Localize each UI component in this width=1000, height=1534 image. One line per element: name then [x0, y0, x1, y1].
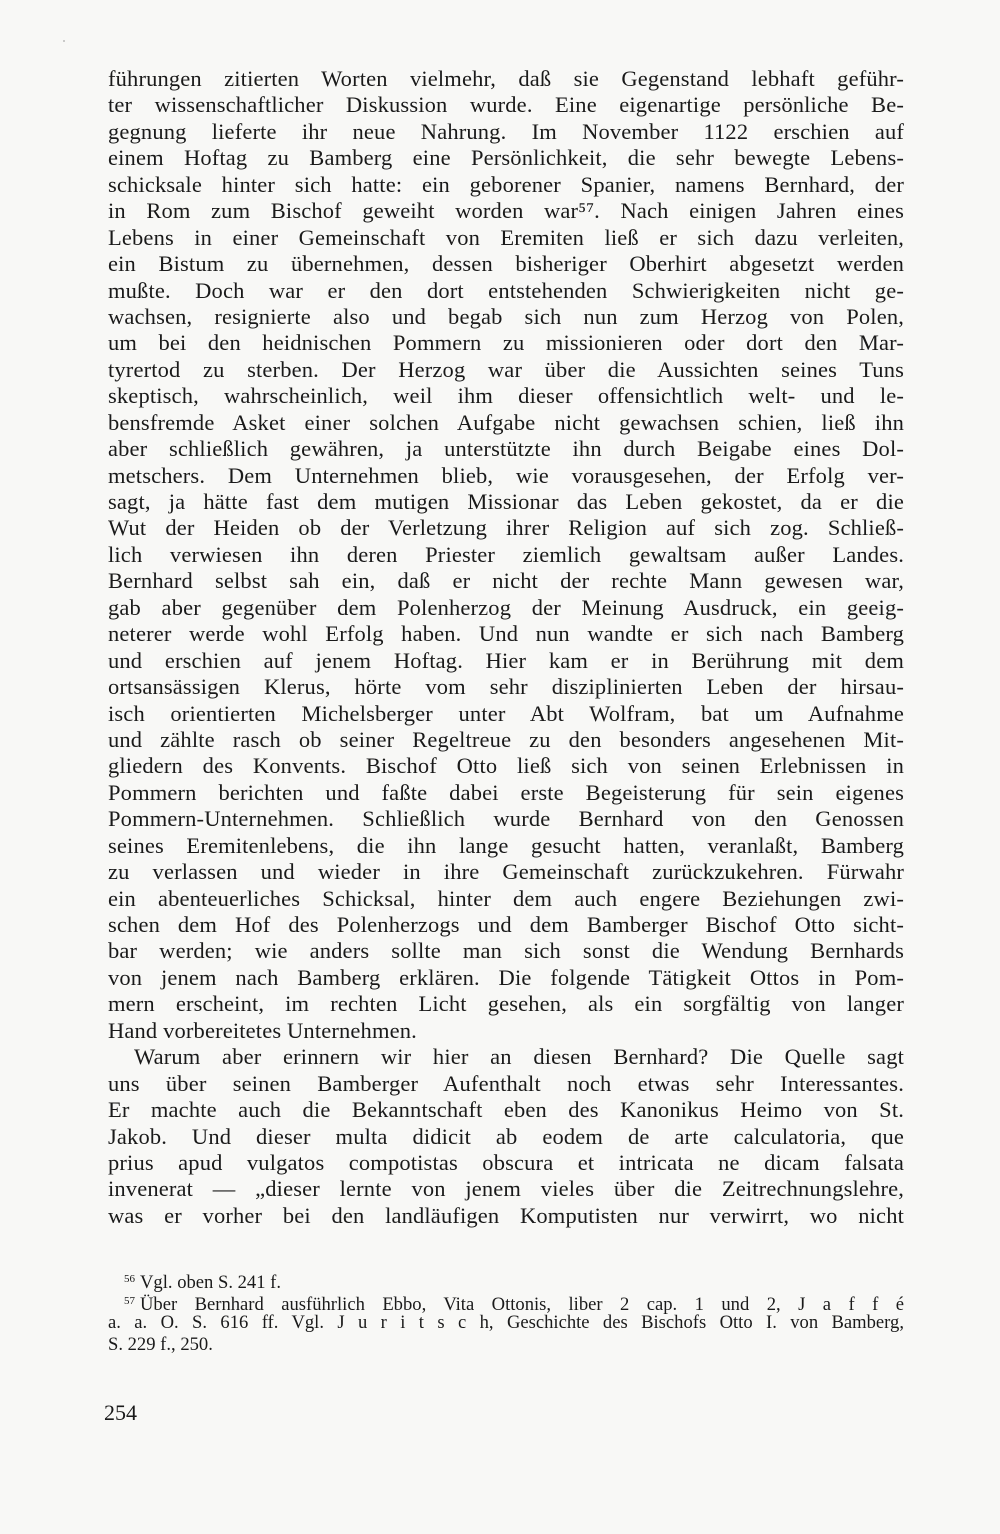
text-line: in Rom zum Bischof geweiht worden war⁵⁷. Nach einigen Jahren eines: [108, 198, 904, 224]
text-line: uns über seinen Bamberger Aufenthalt noch etwas sehr Interessantes.: [108, 1070, 904, 1096]
text-line: um bei den heidnischen Pommern zu missionieren oder dort den Mar-: [108, 330, 904, 356]
latin-quote-line: prius apud vulgatos compotistas obscura et intricata ne dicam falsata: [108, 1149, 904, 1175]
text-line: Bernhard selbst sah ein, daß er nicht der rechte Mann gewesen war,: [108, 568, 904, 594]
text-line: Lebens in einer Gemeinschaft von Eremiten ließ er sich dazu verleiten,: [108, 224, 904, 250]
text-line: ortsansässigen Klerus, hörte vom sehr disziplinierten Leben der hirsau-: [108, 674, 904, 700]
text-line: skeptisch, wahrscheinlich, weil ihm dieser offensichtlich welt- und le-: [108, 383, 904, 409]
footnote-number: 56: [124, 1273, 135, 1285]
text-line: ein abenteuerliches Schicksal, hinter dem auch engere Beziehungen zwi-: [108, 885, 904, 911]
text-line: lich verwiesen ihn deren Priester ziemlich gewaltsam außer Landes.: [108, 541, 904, 567]
text-line: bar werden; wie anders sollte man sich sonst die Wendung Bernhards: [108, 938, 904, 964]
text-line: tyrertod zu sterben. Der Herzog war über die Aussichten seines Tuns: [108, 356, 904, 382]
text-line: isch orientierten Michelsberger unter Abt Wolfram, bat um Aufnahme: [108, 700, 904, 726]
footnote-57: [108, 1291, 904, 1313]
text-line: ter wissenschaftlicher Diskussion wurde. Eine eigenartige persönliche Be-: [108, 92, 904, 118]
text-line: aber schließlich gewähren, ja unterstützte ihn durch Beigabe eines Dol-: [108, 436, 904, 462]
text-line-with-latin: invenerat — „dieser lernte von jenem vieles über die Zeitrechnungslehre,: [108, 1176, 904, 1202]
text-line: zu verlassen und wieder in ihre Gemeinschaft zurückzukehren. Fürwahr: [108, 859, 904, 885]
text-line-with-latin: Jakob. Und dieser multa didicit ab eodem de arte calculatoria, que: [108, 1123, 904, 1149]
text-line: führungen zitierten Worten vielmehr, daß sie Gegenstand lebhaft geführ-: [108, 66, 904, 91]
text-line: von jenem nach Bamberg erklären. Die folgende Tätigkeit Ottos in Pom-: [108, 964, 904, 990]
text-line: schicksale hinter sich hatte: ein geborener Spanier, namens Bernhard, der: [108, 171, 904, 197]
text-line: mern erscheint, im rechten Licht gesehen, als ein sorgfältig von langer: [108, 991, 904, 1017]
text-line: Er machte auch die Bekanntschaft eben des Kanonikus Heimo von St.: [108, 1097, 904, 1123]
footnote-56: [108, 1269, 904, 1291]
text-line: gab aber gegenüber dem Polenherzog der Meinung Ausdruck, ein geeig-: [108, 594, 904, 620]
body-text: [108, 66, 904, 1229]
text-line: ein Bistum zu übernehmen, dessen bisheriger Oberhirt abgesetzt werden: [108, 251, 904, 277]
text-line: wachsen, resignierte also und begab sich nun zum Herzog von Polen,: [108, 303, 904, 329]
footnotes: [108, 1269, 904, 1355]
footnote-text-line: S. 229 f., 250.: [108, 1333, 213, 1355]
text-line: gliedern des Konvents. Bischof Otto ließ sich von seinen Erlebnissen in: [108, 753, 904, 779]
text-line: und zählte rasch ob seiner Regeltreue zu den besonders angesehenen Mit-: [108, 726, 904, 752]
footnote-number: 57: [124, 1294, 135, 1307]
paragraph-end-line: Hand vorbereitetes Unternehmen.: [108, 1017, 417, 1043]
footnote-text: Über Bernhard ausführlich Ebbo, Vita Ottonis, liber 2 cap. 1 und 2, J a f f é: [140, 1293, 904, 1315]
text-line: sagt, ja hätte fast dem mutigen Missionar das Leben gekostet, da er die: [108, 489, 904, 514]
text-line: bensfremde Asket einer solchen Aufgabe nicht gewachsen schien, ließ ihn: [108, 409, 904, 435]
scan-speck: [63, 40, 65, 42]
footnote-text-line: a. a. O. S. 616 ff. Vgl. J u r i t s c h, Geschichte des Bischofs Otto I. von Bamberg,: [108, 1312, 904, 1333]
text-line: was er vorher bei den landläufigen Komputisten nur verwirrt, wo nicht: [108, 1202, 904, 1228]
text-line: neterer werde wohl Erfolg haben. Und nun wandte er sich nach Bamberg: [108, 621, 904, 647]
text-line: Pommern-Unternehmen. Schließlich wurde Bernhard von den Genossen: [108, 806, 904, 832]
text-line: einem Hoftag zu Bamberg eine Persönlichkeit, die sehr bewegte Lebens-: [108, 145, 904, 171]
text-line: seines Eremitenlebens, die ihn lange gesucht hatten, veranlaßt, Bamberg: [108, 832, 904, 858]
page-number: 254: [104, 1400, 137, 1425]
text-line: Wut der Heiden ob der Verletzung ihrer Religion auf sich zog. Schließ-: [108, 515, 904, 541]
text-line: gegnung lieferte ihr neue Nahrung. Im November 1122 erschien auf: [108, 118, 904, 144]
text-line: Pommern berichten und faßte dabei erste Begeisterung für sein eigenes: [108, 779, 904, 805]
text-line: und erschien auf jenem Hoftag. Hier kam er in Berührung mit dem: [108, 647, 904, 673]
text-line: metschers. Dem Unternehmen blieb, wie vorausgesehen, der Erfolg ver-: [108, 462, 904, 488]
text-line: schen dem Hof des Polenherzogs und dem Bamberger Bischof Otto sicht-: [108, 912, 904, 937]
footnote-text: Vgl. oben S. 241 f.: [140, 1272, 281, 1293]
paragraph-start-line: Warum aber erinnern wir hier an diesen Bernhard? Die Quelle sagt: [134, 1044, 904, 1070]
text-line: mußte. Doch war er den dort entstehenden Schwierigkeiten nicht ge-: [108, 277, 904, 303]
